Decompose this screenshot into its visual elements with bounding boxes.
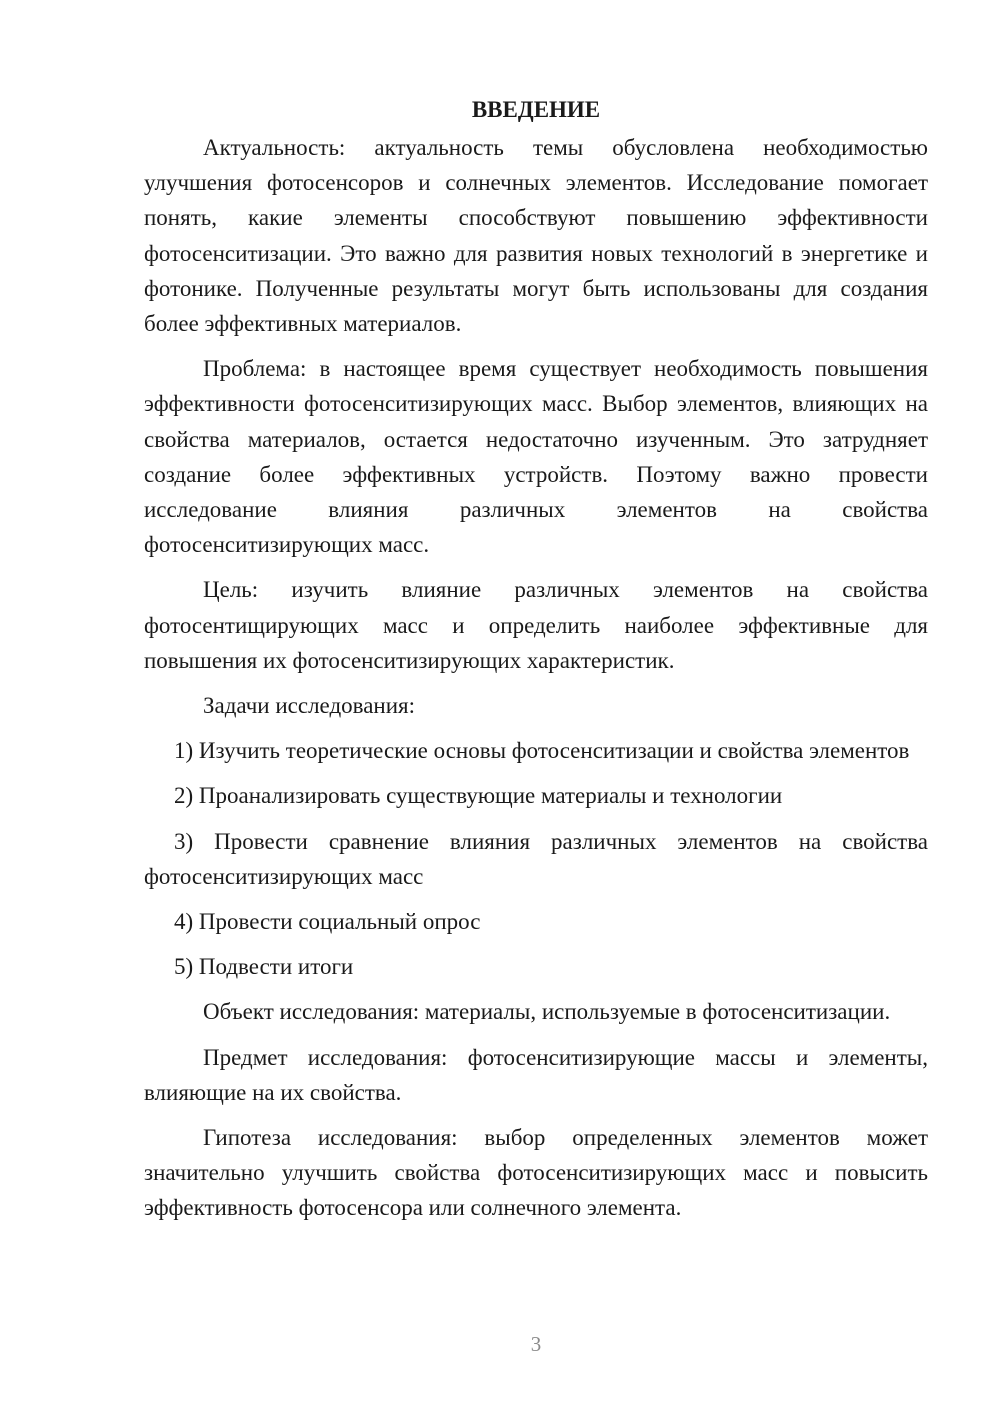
section-title: ВВЕДЕНИЕ — [471, 97, 601, 122]
task-item-2: 2) Проанализировать существующие материалы и технологии — [174, 783, 783, 809]
paragraph-problem: Проблема: в настоящее время существует необходимость повышения эффективности фотосенситизирующих масс. Выбор элементов, влияющих на свойства материалов, остается недостаточно изученным. Это затрудняет создание более эффективных устройств. Поэтому важно провести исследование влияния различных элементов на свойства фотосенситизирующих масс. — [144, 356, 928, 558]
paragraph-subject: Предмет исследования: фотосенситизирующие массы и элементы, влияющие на их свойства. — [144, 1044, 928, 1105]
task-item-5: 5) Подвести итоги — [174, 954, 354, 980]
task-item-1: 1) Изучить теоретические основы фотосенситизации и свойства элементов — [174, 738, 910, 764]
paragraph-hypothesis: Гипотеза исследования: выбор определенных элементов может значительно улучшить свойства фотосенситизирующих масс и повысить эффективность фотосенсора или солнечного элемента. — [144, 1125, 928, 1221]
document-page — [144, 92, 928, 1236]
paragraph-relevance: Актуальность: актуальность темы обусловлена необходимостью улучшения фотосенсоров и солнечных элементов. Исследование помогает понять, какие элементы способствуют повышению эффективности фотосенситизации. Это важно для развития новых технологий в энергетике и фотонике. Полученные результаты могут быть использованы для создания более эффективных материалов. — [144, 135, 928, 337]
paragraph-object: Объект исследования: материалы, используемые в фотосенситизации. — [203, 999, 891, 1025]
task-item-3: 3) Провести сравнение влияния различных элементов на свойства фотосенситизирующих масс — [144, 828, 928, 889]
tasks-heading: Задачи исследования: — [203, 693, 416, 719]
page-number: 3 — [530, 1332, 542, 1356]
paragraph-goal: Цель: изучить влияние различных элементов на свойства фотосентищирующих масс и определить наиболее эффективные для повышения их фотосенситизирующих характеристик. — [144, 577, 928, 673]
task-item-4: 4) Провести социальный опрос — [174, 909, 481, 935]
